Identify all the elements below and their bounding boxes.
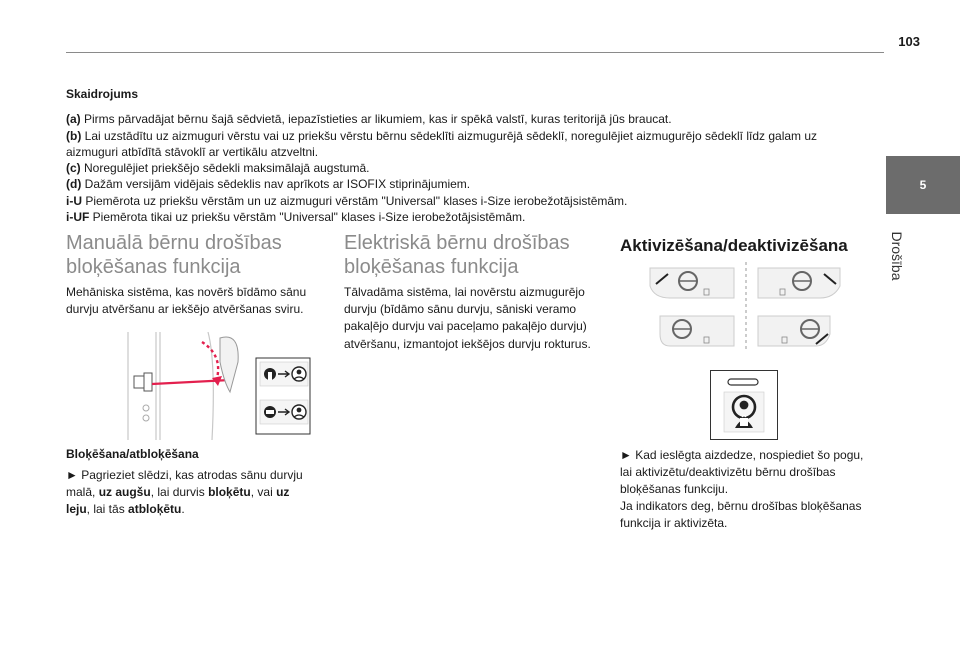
activation-instruction: ► Kad ieslēgta aizdedze, nospiediet šo pogu, lai aktivizētu/deaktivizētu bērnu drošības bloķēšanas funkciju. — [620, 448, 864, 497]
activation-title: Aktivizēšana/deaktivizēšana — [620, 236, 848, 255]
legend-item — [66, 193, 866, 209]
instr-emphasis: uz leju — [66, 485, 290, 517]
instr-text: ► Pagrieziet slēdzi, kas atrodas sānu durvju malā, — [66, 468, 303, 500]
instr-text: , lai durvis — [150, 485, 209, 500]
manual-lock-intro: Mehāniska sistēma, kas novērš bīdāmo sānu durvju atvēršanu ar iekšējo atvēršanas sviru. — [66, 285, 307, 317]
legend-text: Dažām versijām vidējais sēdeklis nav aprīkots ar ISOFIX stiprinājumiem. — [81, 177, 471, 192]
legend-text: Piemērota tikai uz priekšu vērstām "Universal" klases i-Size ierobežotājsistēmām. — [89, 210, 526, 225]
legend-text: Lai uzstādītu uz aizmuguri vērstu vai uz priekšu vērstu bērnu sēdeklīti aizmugurējā sēdeklī, noregulējiet aizmugurējo sēdeklī līdz galam uz aizmuguri atbīdītā stāvoklī ar vertikālu atzveltni. — [66, 128, 818, 159]
instr-text: , lai tās — [86, 502, 129, 517]
legend-key: i-UF — [66, 210, 90, 225]
legend-key: (c) — [66, 161, 81, 176]
legend-key: (b) — [66, 128, 82, 143]
chapter-tab[interactable] — [886, 156, 960, 214]
lock-unlock-heading: Bloķēšana/atbloķēšana — [66, 447, 199, 461]
legend-item — [66, 176, 866, 192]
page-number: 103 — [898, 34, 920, 49]
instr-emphasis: atbloķētu — [128, 502, 182, 517]
legend-section — [66, 86, 866, 225]
lock-unlock-instruction — [66, 467, 316, 519]
manual-lock-title-line2: bloķēšanas funkcija — [66, 256, 241, 278]
child-lock-button-icon[interactable] — [710, 370, 778, 440]
legend-item — [66, 128, 866, 161]
electric-lock-text: Tālvadāma sistēma, lai novērstu aizmugurējo durvju (bīdāmo sānu durvju, sāniski veramo pakaļējo durvju vai paceļamo pakaļējo durvju) atvēršanu, izmantojot iekšējos durvju rokturus. — [344, 285, 591, 351]
instr-emphasis: bloķētu — [208, 485, 251, 500]
instr-text: . — [181, 502, 185, 517]
legend-text: Pirms pārvadājat bērnu šajā sēdvietā, iepazīstieties ar likumiem, kas ir spēkā valstī, kuras teritorijā jūs braucat. — [80, 112, 672, 127]
child-lock-switch-illustration — [120, 332, 312, 440]
legend-key: (a) — [66, 112, 81, 127]
chapter-label — [888, 222, 906, 292]
chapter-number: 5 — [919, 178, 927, 192]
legend-item — [66, 111, 866, 127]
legend-item — [66, 160, 866, 176]
electric-lock-title-line1: Elektriskā bērnu drošības — [344, 232, 570, 254]
manual-lock-title-line1: Manuālā bērnu drošības — [66, 232, 282, 254]
dashboard-layout-illustration — [646, 262, 846, 352]
legend-key: i-U — [66, 193, 82, 208]
instr-text: , vai — [250, 485, 277, 500]
legend-text: Noregulējiet priekšējo sēdekli maksimālajā augstumā. — [80, 161, 370, 176]
manual-lock-title — [66, 231, 336, 279]
top-divider — [66, 52, 884, 53]
activation-indicator-note: Ja indikators deg, bērnu drošības bloķēšanas funkcija ir aktivizēta. — [620, 499, 862, 531]
electric-lock-title — [344, 231, 614, 279]
legend-key: (d) — [66, 177, 82, 192]
legend-text: Piemērota uz priekšu vērstām un uz aizmuguri vērstām "Universal" klases i-Size ierobežotājsistēmām. — [82, 193, 628, 208]
legend-heading: Skaidrojums — [66, 87, 139, 101]
legend-item — [66, 209, 866, 225]
chapter-label-text: Drošība — [889, 231, 905, 281]
electric-lock-title-line2: bloķēšanas funkcija — [344, 256, 519, 278]
instr-emphasis: uz augšu — [98, 485, 151, 500]
